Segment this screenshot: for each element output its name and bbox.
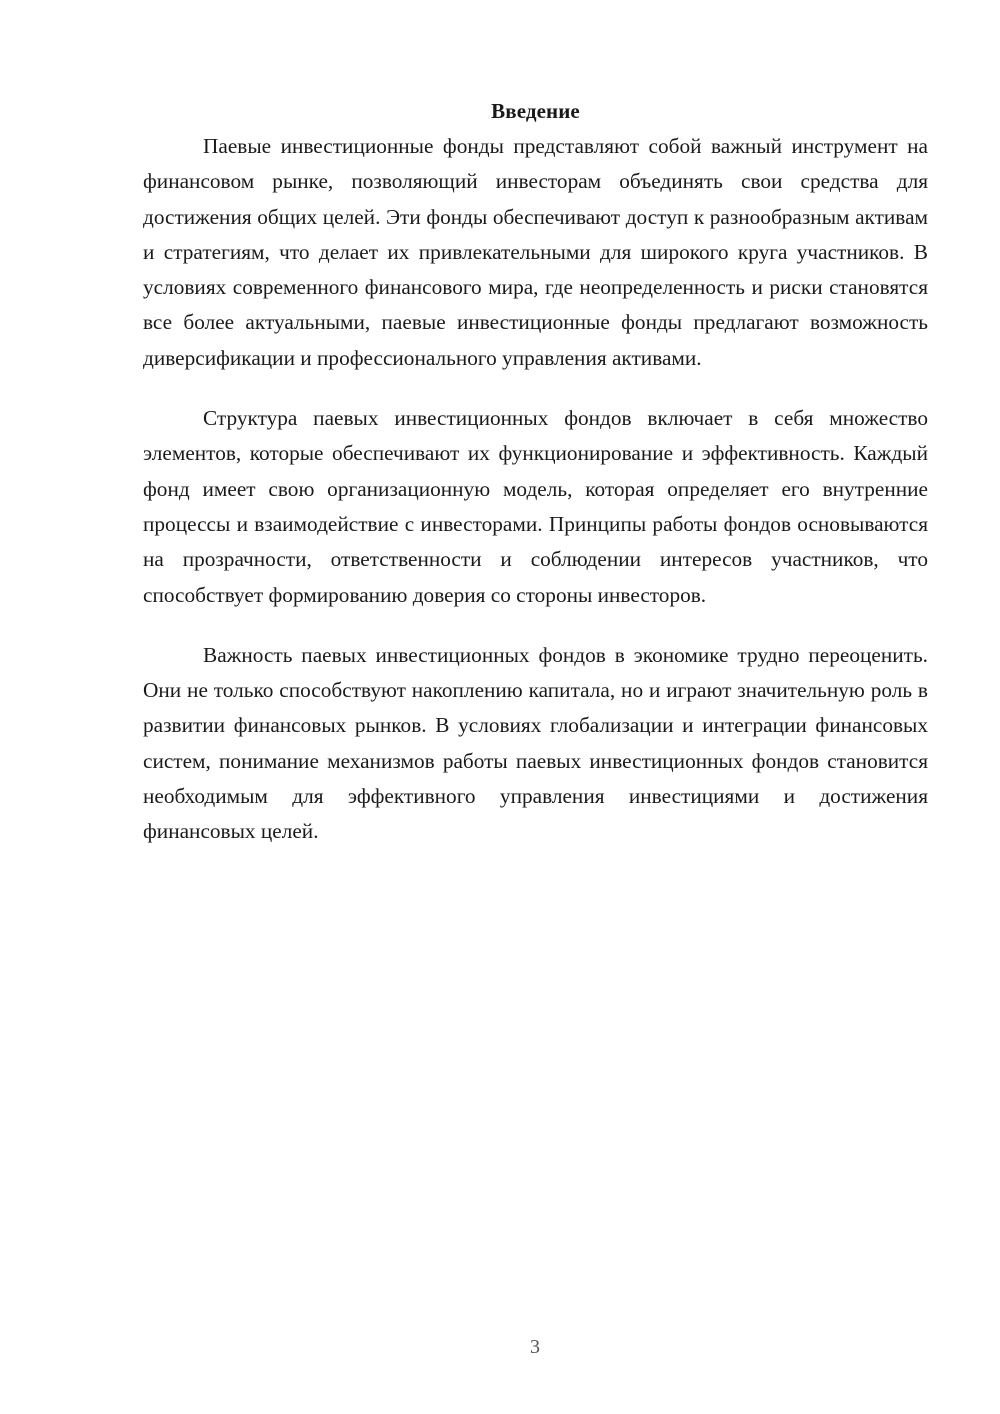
section-title: Введение [491, 99, 580, 123]
paragraph-3: Важность паевых инвестиционных фондов в экономике трудно переоценить. Они не только способствуют накоплению капитала, но и играют значительную роль в развитии финансовых рынков. В условиях глобализации и интеграции финансовых систем, понимание механизмов работы паевых инвестиционных фондов становится необходимым для эффективного управления инвестициями и достижения финансовых целей. [143, 642, 928, 844]
page-number: 3 [530, 1336, 540, 1358]
paragraph-1: Паевые инвестиционные фонды представляют собой важный инструмент на финансовом рынке, позволяющий инвесторам объединять свои средства для достижения общих целей. Эти фонды обеспечивают доступ к разнообразным активам и стратегиям, что делает их привлекательными для широкого круга участников. В условиях современного финансового мира, где неопределенность и риски становятся все более актуальными, паевые инвестиционные фонды предлагают возможность диверсификации и профессионального управления активами. [143, 134, 928, 370]
paragraph-2: Структура паевых инвестиционных фондов включает в себя множество элементов, которые обеспечивают их функционирование и эффективность. Каждый фонд имеет свою организационную модель, которая определяет его внутренние процессы и взаимодействие с инвесторами. Принципы работы фондов основываются на прозрачности, ответственности и соблюдении интересов участников, что способствует формированию доверия со стороны инвесторов. [143, 406, 928, 607]
page-content [143, 94, 928, 875]
